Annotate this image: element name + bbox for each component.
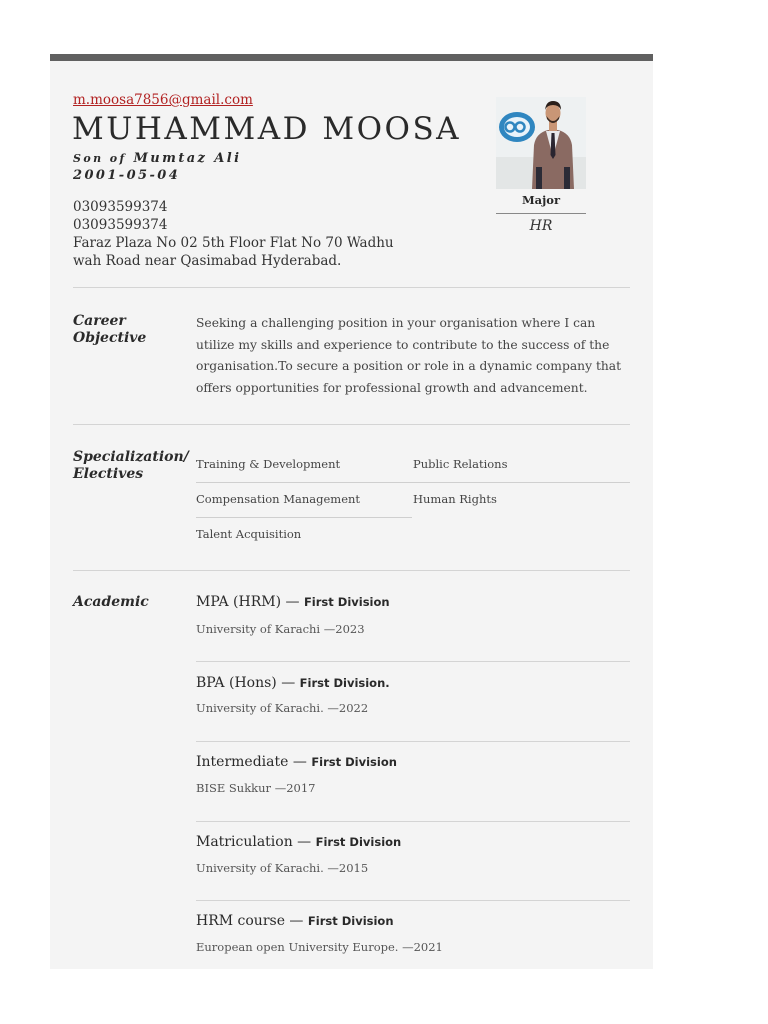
date-of-birth: 2001-05-04 <box>73 168 181 183</box>
specialization-heading-line: Electives <box>73 466 144 482</box>
specialization-item: Training & Development <box>196 457 341 471</box>
degree-name: Matriculation — <box>196 834 316 850</box>
address: Faraz Plaza No 02 5th Floor Flat No 70 Wadhu wah Road near Qasimabad Hyderabad. <box>73 235 394 269</box>
academic-institution: University of Karachi. —2015 <box>196 861 369 875</box>
phone-number: 03093599374 <box>73 199 168 215</box>
major-value: HR <box>529 218 553 234</box>
specialization-divider <box>196 517 412 518</box>
academic-institution: University of Karachi —2023 <box>196 622 365 636</box>
academic-degree <box>196 834 401 850</box>
degree-division: First Division. <box>299 676 390 690</box>
section-divider <box>73 287 630 288</box>
candidate-name: MUHAMMAD MOOSA <box>72 111 462 147</box>
career-objective-heading <box>73 313 146 347</box>
academic-institution: European open University Europe. —2021 <box>196 940 443 954</box>
father-prefix: Son of <box>73 152 127 165</box>
father-name: Mumtaz Ali <box>133 151 242 166</box>
specialization-divider <box>196 482 630 483</box>
academic-divider <box>196 741 630 742</box>
career-objective-heading-line: Career <box>73 313 126 329</box>
profile-photo <box>496 97 586 189</box>
specialization-item: Human Rights <box>413 492 497 506</box>
specialization-item: Public Relations <box>413 457 508 471</box>
degree-name: Intermediate — <box>196 754 312 770</box>
academic-institution: BISE Sukkur —2017 <box>196 781 316 795</box>
academic-degree <box>196 913 394 929</box>
degree-division: First Division <box>307 914 394 928</box>
email-link[interactable]: m.moosa7856@gmail.com <box>73 92 253 108</box>
academic-divider <box>196 661 630 662</box>
career-objective-text: Seeking a challenging position in your organisation where I can utilize my skills and experience to contribute to the success of the organisation.To secure a position or role in a dynamic company that offers opportunities for professional growth and advancement. <box>196 316 622 396</box>
section-divider <box>73 424 630 425</box>
academic-degree <box>196 675 390 691</box>
degree-division: First Division <box>303 595 390 609</box>
academic-heading: Academic <box>73 594 149 610</box>
academic-divider <box>196 900 630 901</box>
degree-division: First Division <box>315 835 402 849</box>
section-divider <box>73 570 630 571</box>
major-label: Major <box>521 193 561 207</box>
contact-block <box>73 198 418 270</box>
degree-name: MPA (HRM) — <box>196 594 304 610</box>
academic-divider <box>196 821 630 822</box>
academic-degree <box>196 754 397 770</box>
degree-division: First Division <box>311 755 397 769</box>
specialization-item: Talent Acquisition <box>196 527 302 541</box>
academic-institution: University of Karachi. —2022 <box>196 701 369 715</box>
specialization-item: Compensation Management <box>196 492 361 506</box>
specialization-heading <box>73 449 189 483</box>
profile-photo-image <box>496 97 586 189</box>
phone-number: 03093599374 <box>73 217 168 233</box>
major-divider <box>496 213 586 214</box>
career-objective-heading-line: Objective <box>73 330 147 346</box>
resume-sheet <box>50 54 653 969</box>
specialization-heading-line: Specialization/ <box>73 449 189 465</box>
degree-name: BPA (Hons) — <box>196 675 300 691</box>
degree-name: HRM course — <box>196 913 308 929</box>
father-name-line <box>73 151 241 166</box>
academic-degree <box>196 594 390 610</box>
